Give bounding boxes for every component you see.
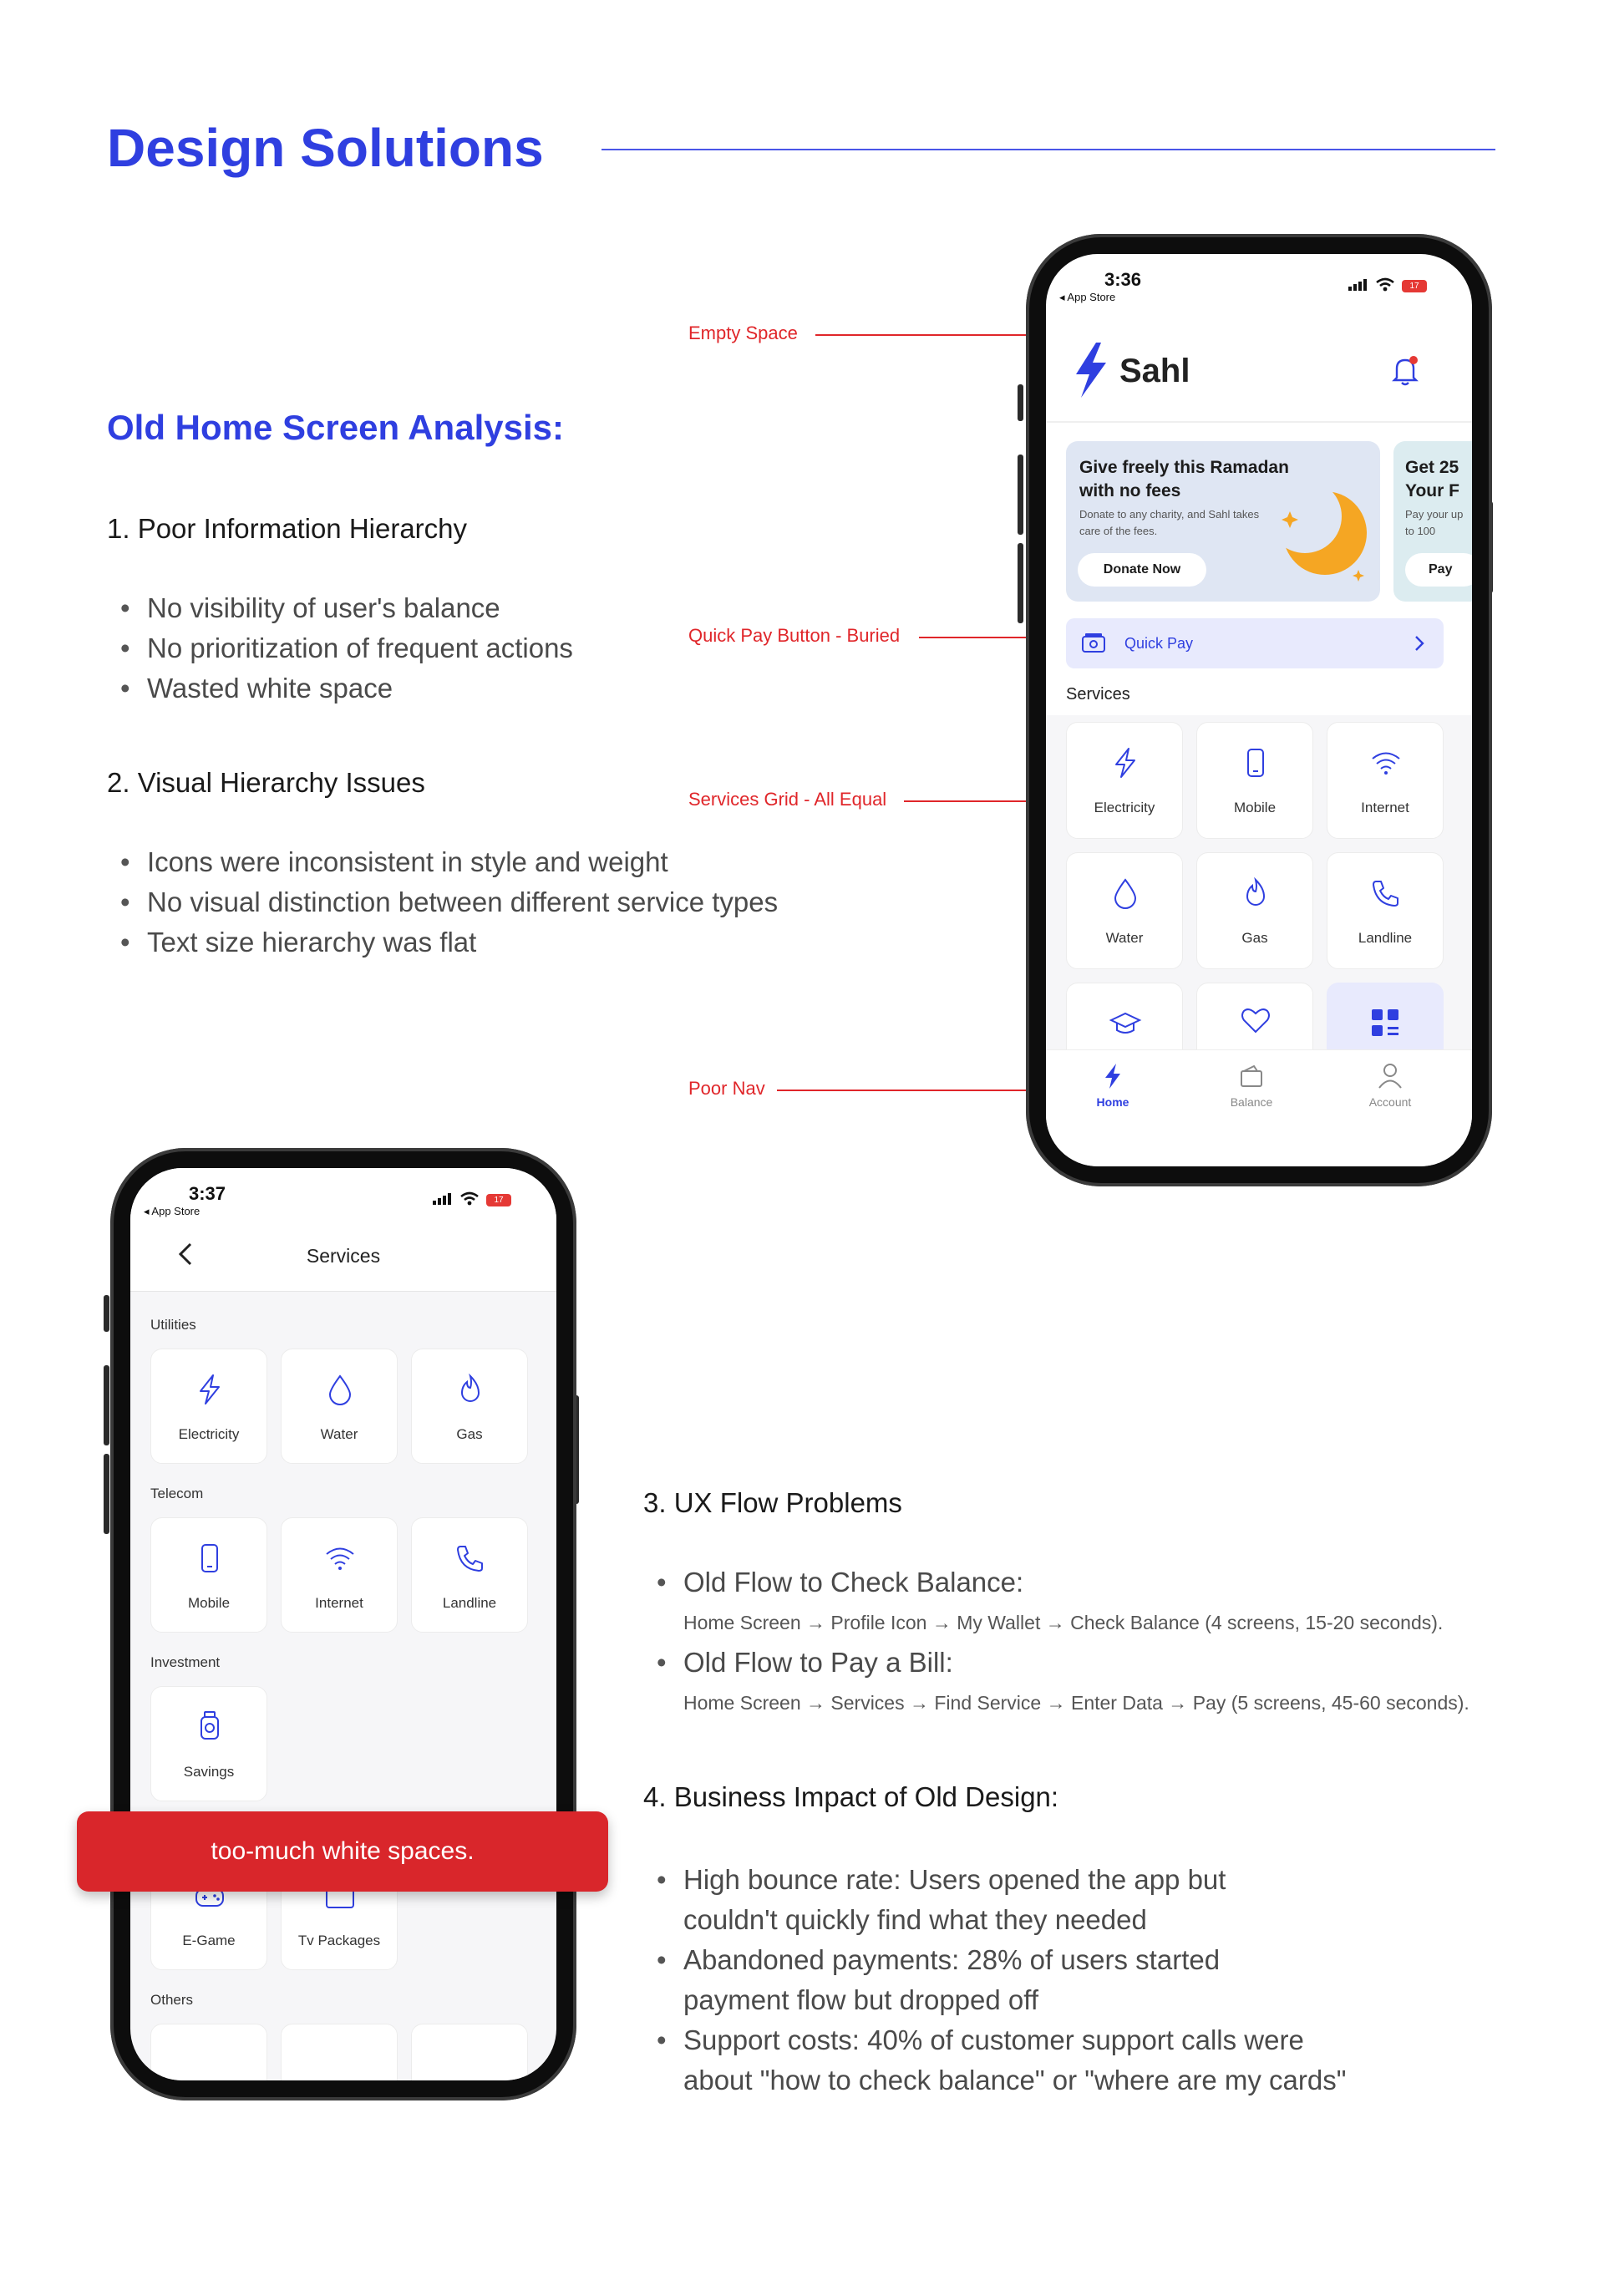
service-tile-internet[interactable] xyxy=(281,1517,398,1633)
water-drop-icon xyxy=(1109,876,1142,910)
list-item-line: Support costs: 40% of customer support calls were xyxy=(683,2024,1304,2055)
battery-icon: 17 xyxy=(486,1194,511,1206)
list-item-line: payment flow but dropped off xyxy=(683,1984,1039,2015)
phone-handset-icon xyxy=(454,1542,487,1575)
list-item: • No visibility of user's balance xyxy=(107,588,573,628)
water-drop-icon xyxy=(323,1373,357,1406)
phone-side-button xyxy=(104,1295,109,1332)
crescent-moon-icon xyxy=(1265,478,1373,587)
status-time: 3:36 xyxy=(1104,269,1142,290)
page-title: Design Solutions xyxy=(107,118,544,178)
lightning-icon xyxy=(193,1373,226,1406)
service-tile[interactable] xyxy=(150,2024,267,2080)
wallet-icon xyxy=(1239,1064,1264,1089)
chevron-right-icon xyxy=(1414,635,1425,652)
service-tile-savings[interactable] xyxy=(150,1686,267,1801)
back-to-app-store[interactable]: ◂ App Store xyxy=(1059,291,1116,303)
phone-side-button xyxy=(1018,543,1023,623)
list-item: • Icons were inconsistent in style and weight xyxy=(107,842,778,882)
heading-business-impact: 4. Business Impact of Old Design: xyxy=(643,1781,1059,1812)
promo-text: Donate to any charity, and Sahl takes care of the fees. xyxy=(1079,508,1260,537)
grid-more-icon xyxy=(1368,1006,1402,1039)
phone-frame-home xyxy=(1026,234,1492,1186)
heading-poor-hierarchy: 1. Poor Information Hierarchy xyxy=(107,513,468,544)
phone-side-button xyxy=(1018,384,1023,421)
service-label: Landline xyxy=(1358,930,1413,946)
list-item-line: couldn't quickly find what they needed xyxy=(683,1904,1147,1935)
service-tile-mobile[interactable] xyxy=(150,1517,267,1633)
brand-name: Sahl xyxy=(1119,353,1190,389)
quick-pay-label: Quick Pay xyxy=(1124,635,1194,652)
service-label: Internet xyxy=(315,1595,363,1611)
service-tile[interactable] xyxy=(411,2024,528,2080)
flame-icon xyxy=(1239,876,1272,910)
service-tile-internet[interactable] xyxy=(1327,722,1444,839)
phone-handset-icon xyxy=(1369,876,1403,910)
list-item: • Text size hierarchy was flat xyxy=(107,922,778,963)
section-label-telecom: Telecom xyxy=(150,1486,204,1501)
title-divider xyxy=(602,149,1495,150)
flow-detail: Home Screen → Services → Find Service → Enter Data → Pay (5 screens, 45-60 seconds). xyxy=(683,1692,1469,1714)
list-item xyxy=(643,2020,1479,2100)
service-label: Savings xyxy=(183,1764,235,1780)
list-item-line: about "how to check balance" or "where are my cards" xyxy=(683,2065,1347,2095)
lightning-icon xyxy=(1109,746,1142,780)
annotation-poor-nav: Poor Nav xyxy=(688,1078,765,1099)
signal-icon xyxy=(433,1193,453,1205)
service-tile-landline[interactable] xyxy=(1327,852,1444,969)
service-label: Gas xyxy=(456,1426,483,1442)
nav-label: Account xyxy=(1368,1095,1412,1109)
services-label: Services xyxy=(1066,685,1130,704)
annotation-quick-pay: Quick Pay Button - Buried xyxy=(688,625,901,646)
service-tile-water[interactable] xyxy=(281,1349,398,1464)
ux-flow-list xyxy=(643,1562,1479,1723)
service-tile-landline[interactable] xyxy=(411,1517,528,1633)
service-tile[interactable] xyxy=(281,2024,398,2080)
service-label: Water xyxy=(1105,930,1144,946)
service-label: E-Game xyxy=(182,1933,236,1948)
list-item: • Old Flow to Check Balance: xyxy=(643,1562,1479,1603)
quick-pay-icon xyxy=(1081,632,1106,655)
phone-side-button xyxy=(104,1365,109,1445)
list-item: • No prioritization of frequent actions xyxy=(107,628,573,668)
promo2-title: Get 25 Your F xyxy=(1405,458,1459,500)
list-business-impact xyxy=(643,1860,1479,2100)
list-visual-hierarchy xyxy=(107,842,778,963)
list-item: • Old Flow to Pay a Bill: xyxy=(643,1643,1479,1683)
promo-card-second[interactable] xyxy=(1393,441,1472,602)
service-label: Mobile xyxy=(187,1595,231,1611)
bottom-nav xyxy=(1046,1049,1472,1166)
user-icon xyxy=(1378,1062,1403,1089)
service-label: Tv Packages xyxy=(297,1933,381,1948)
sahl-logo-icon xyxy=(1071,341,1111,399)
wifi-icon xyxy=(1369,746,1403,780)
phone-frame-services xyxy=(110,1148,576,2100)
service-label: Electricity xyxy=(1094,800,1155,815)
section-title: Old Home Screen Analysis: xyxy=(107,408,564,447)
service-label: Gas xyxy=(1241,930,1268,946)
mobile-phone-icon xyxy=(193,1542,226,1575)
list-item-line: High bounce rate: Users opened the app but xyxy=(683,1864,1226,1895)
heading-ux-flow: 3. UX Flow Problems xyxy=(643,1487,902,1518)
annotation-white-space-banner: too-much white spaces. xyxy=(77,1811,608,1892)
promo2-pay-button[interactable]: Pay xyxy=(1405,553,1472,587)
graduation-cap-icon xyxy=(1109,1007,1142,1040)
flow-detail: Home Screen → Profile Icon → My Wallet → Check Balance (4 screens, 15-20 seconds). xyxy=(683,1612,1444,1633)
quick-pay-button[interactable] xyxy=(1066,618,1444,668)
header-divider xyxy=(1046,421,1472,423)
service-tile-electricity[interactable] xyxy=(1066,722,1183,839)
heart-icon xyxy=(1239,1003,1272,1037)
annotation-services-grid: Services Grid - All Equal xyxy=(688,789,887,810)
list-poor-hierarchy xyxy=(107,588,573,709)
list-item-line: Abandoned payments: 28% of users started xyxy=(683,1944,1221,1975)
service-label: Mobile xyxy=(1233,800,1277,815)
wifi-icon xyxy=(1375,277,1395,292)
nav-label: Home xyxy=(1096,1095,1129,1109)
notification-bell-icon[interactable] xyxy=(1390,354,1420,388)
home-lightning-icon xyxy=(1101,1062,1124,1090)
screen-title: Services xyxy=(306,1245,381,1267)
list-item xyxy=(643,1860,1479,1940)
service-label: Water xyxy=(320,1426,358,1442)
wifi-icon xyxy=(323,1542,357,1575)
wifi-icon xyxy=(459,1191,480,1206)
service-label: Electricity xyxy=(178,1426,240,1442)
service-label: Internet xyxy=(1361,800,1409,815)
list-item: • No visual distinction between different service types xyxy=(107,882,778,922)
heading-visual-hierarchy: 2. Visual Hierarchy Issues xyxy=(107,767,425,798)
service-label: Landline xyxy=(442,1595,497,1611)
section-label-others: Others xyxy=(150,1992,194,2008)
services-screen xyxy=(130,1168,556,2080)
service-tile-gas[interactable] xyxy=(1196,852,1313,969)
nav-label: Balance xyxy=(1230,1095,1273,1109)
home-screen xyxy=(1046,254,1472,1166)
service-tile-water[interactable] xyxy=(1066,852,1183,969)
service-tile-electricity[interactable] xyxy=(150,1349,267,1464)
list-item: • Wasted white space xyxy=(107,668,573,709)
promo-card-ramadan[interactable] xyxy=(1066,441,1380,602)
section-label-investment: Investment xyxy=(150,1654,221,1670)
phone-side-button xyxy=(1018,455,1023,535)
phone-side-button xyxy=(104,1454,109,1534)
savings-jar-icon xyxy=(193,1709,226,1742)
section-label-utilities: Utilities xyxy=(150,1317,196,1333)
battery-icon: 17 xyxy=(1402,280,1427,292)
service-tile-gas[interactable] xyxy=(411,1349,528,1464)
signal-icon xyxy=(1348,279,1368,291)
back-to-app-store[interactable]: ◂ App Store xyxy=(144,1205,200,1217)
promo2-text: Pay your up to 100 xyxy=(1405,508,1464,537)
flame-icon xyxy=(454,1373,487,1406)
mobile-phone-icon xyxy=(1239,746,1272,780)
list-item xyxy=(643,1940,1479,2020)
promo-title: Give freely this Ramadan with no fees xyxy=(1079,458,1289,500)
service-tile-mobile[interactable] xyxy=(1196,722,1313,839)
status-time: 3:37 xyxy=(189,1183,226,1204)
donate-now-button[interactable]: Donate Now xyxy=(1078,553,1206,587)
annotation-empty-space: Empty Space xyxy=(688,323,798,343)
